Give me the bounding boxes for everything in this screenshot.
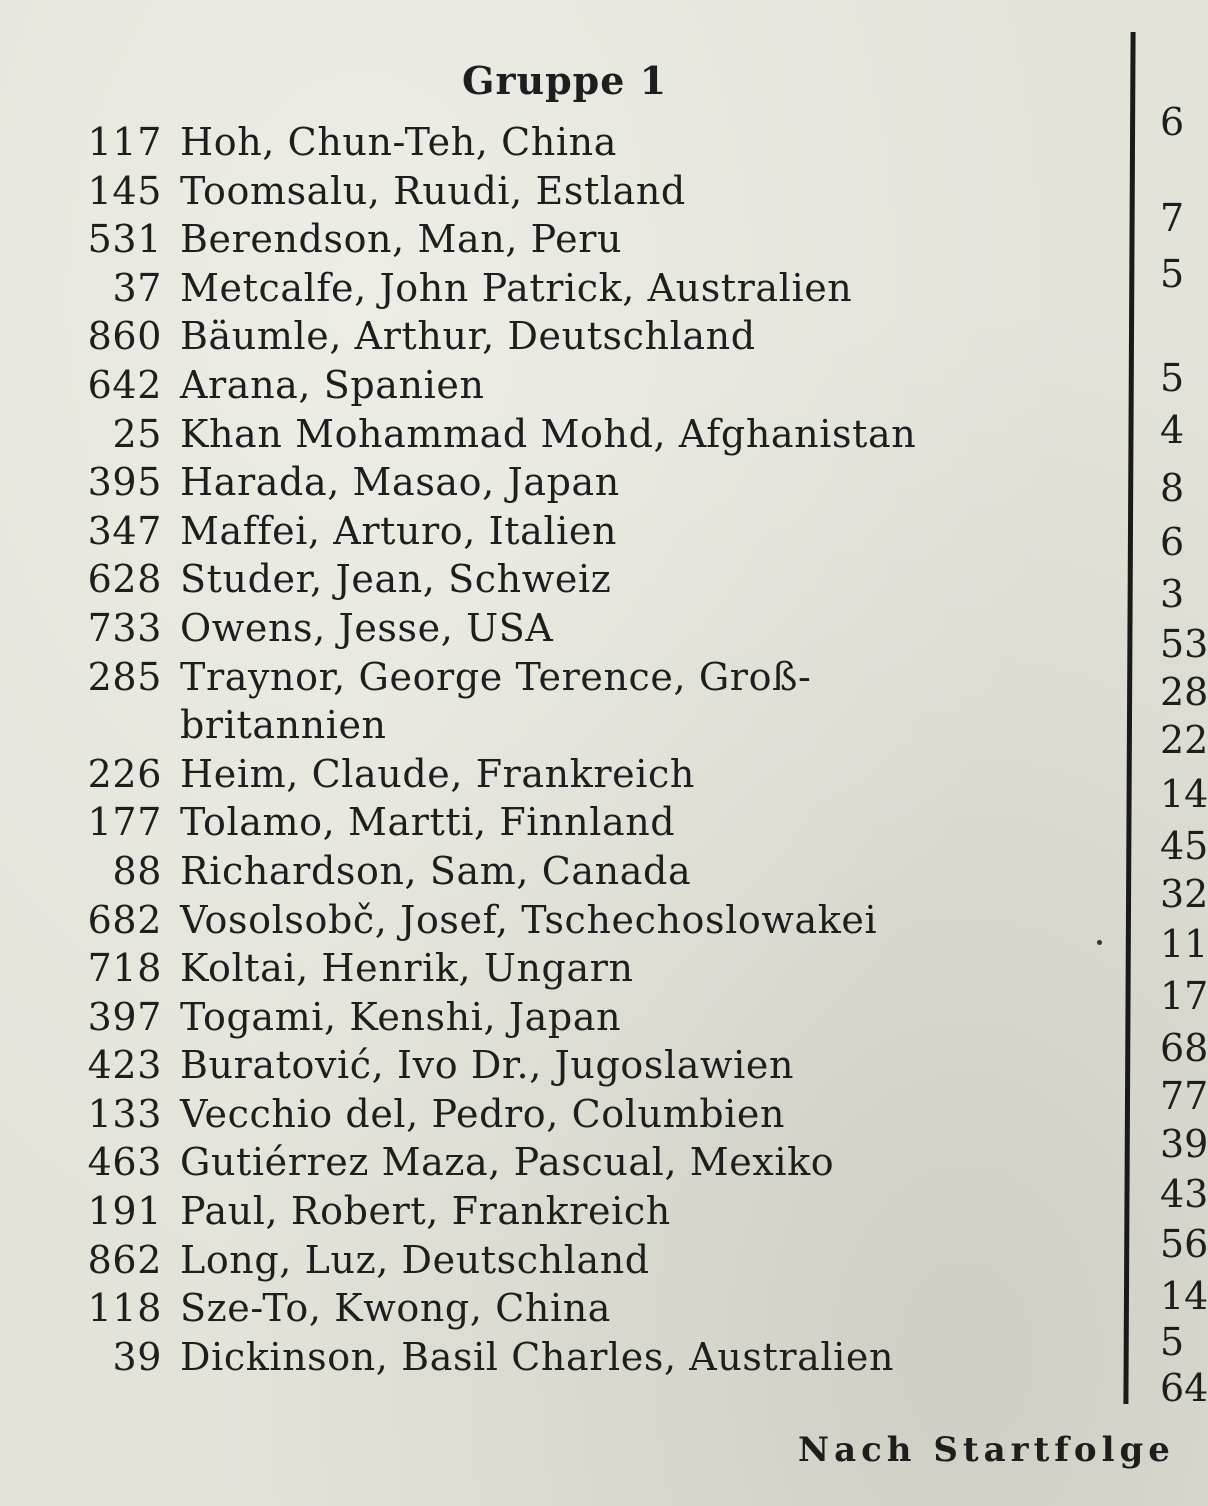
athlete-name: Sze-To, Kwong, China xyxy=(180,1286,612,1331)
athlete-name: Tolamo, Martti, Finnland xyxy=(180,800,676,845)
list-item xyxy=(40,847,1100,896)
athlete-name: Togami, Kenshi, Japan xyxy=(180,994,622,1039)
list-item xyxy=(40,653,1100,750)
start-number: 285 xyxy=(87,654,162,699)
fragment-number: 5 xyxy=(1160,356,1185,400)
list-item xyxy=(40,1187,1100,1236)
fragment-number: 22 xyxy=(1160,718,1208,762)
fragment-number: 64 xyxy=(1160,1366,1208,1410)
athlete-name: Vecchio del, Pedro, Columbien xyxy=(180,1091,786,1136)
athlete-name: Long, Luz, Deutschland xyxy=(180,1237,650,1282)
fragment-number: 77 xyxy=(1160,1074,1208,1118)
athlete-name: Owens, Jesse, USA xyxy=(180,605,554,650)
list-item xyxy=(40,118,1100,167)
list-item xyxy=(40,361,1100,410)
start-number: 628 xyxy=(87,557,162,602)
start-number: 133 xyxy=(87,1091,162,1136)
athlete-name-block xyxy=(180,653,811,750)
list-item xyxy=(40,798,1100,847)
list-item xyxy=(40,604,1100,653)
fragment-number: 7 xyxy=(1160,196,1185,240)
fragment-number: 5 xyxy=(1160,252,1185,296)
fragment-number: 56 xyxy=(1160,1222,1208,1266)
fragment-number: 43 xyxy=(1160,1172,1208,1216)
fragment-number: 68 xyxy=(1160,1026,1208,1070)
list-item xyxy=(40,944,1100,993)
fragment-number: 6 xyxy=(1160,520,1185,564)
athlete-name: Bäumle, Arthur, Deutschland xyxy=(180,314,756,359)
start-number: 88 xyxy=(112,848,162,893)
start-number: 733 xyxy=(87,605,162,650)
athlete-name: Arana, Spanien xyxy=(180,362,485,407)
fragment-number: 14 xyxy=(1160,1274,1208,1318)
list-item xyxy=(40,167,1100,216)
start-number: 395 xyxy=(87,460,162,505)
athlete-name: Studer, Jean, Schweiz xyxy=(180,557,612,602)
start-number: 718 xyxy=(87,946,162,991)
athlete-name-continuation: britannien xyxy=(180,703,387,748)
start-number: 39 xyxy=(112,1334,162,1379)
list-item xyxy=(40,750,1100,799)
fragment-number: 17 xyxy=(1160,974,1208,1018)
right-column-fragments xyxy=(1160,0,1208,1506)
list-item xyxy=(40,312,1100,361)
athlete-name: Hoh, Chun-Teh, China xyxy=(180,120,617,164)
column-divider xyxy=(1123,32,1135,1404)
list-item xyxy=(40,993,1100,1042)
athlete-name: Buratović, Ivo Dr., Jugoslawien xyxy=(180,1043,795,1088)
athlete-name: Harada, Masao, Japan xyxy=(180,460,620,505)
start-number: 177 xyxy=(87,800,162,845)
fragment-number: 5 xyxy=(1160,1320,1185,1364)
list-item xyxy=(40,1333,1100,1382)
athlete-name: Richardson, Sam, Canada xyxy=(180,848,692,893)
start-number: 37 xyxy=(112,265,162,310)
group-heading: Gruppe 1 xyxy=(462,58,668,103)
list-item xyxy=(40,1090,1100,1139)
list-item xyxy=(40,410,1100,459)
fragment-number: 11 xyxy=(1160,922,1208,966)
athlete-name: Vosolsobč, Josef, Tschechoslowakei xyxy=(180,897,878,942)
athlete-name: Toomsalu, Ruudi, Estland xyxy=(180,168,686,213)
start-number: 118 xyxy=(87,1286,162,1331)
fragment-number: 32 xyxy=(1160,872,1208,916)
list-item xyxy=(40,458,1100,507)
start-number: 226 xyxy=(87,751,162,796)
start-number: 531 xyxy=(87,217,162,262)
list-item xyxy=(40,1284,1100,1333)
fragment-number: 3 xyxy=(1160,572,1185,616)
athlete-name: Metcalfe, John Patrick, Australien xyxy=(180,265,853,310)
start-number: 145 xyxy=(87,168,162,213)
start-number: 117 xyxy=(87,120,162,164)
athlete-name: Heim, Claude, Frankreich xyxy=(180,751,695,796)
start-number: 191 xyxy=(87,1189,162,1234)
start-number: 397 xyxy=(87,994,162,1039)
list-item xyxy=(40,215,1100,264)
fragment-number: 53 xyxy=(1160,622,1208,666)
list-item xyxy=(40,1138,1100,1187)
entry-list xyxy=(40,118,1100,1381)
start-number: 862 xyxy=(87,1237,162,1282)
athlete-name: Berendson, Man, Peru xyxy=(180,217,623,262)
athlete-name: Traynor, George Terence, Groß- xyxy=(180,654,812,699)
athlete-name: Paul, Robert, Frankreich xyxy=(180,1189,671,1234)
list-item xyxy=(40,507,1100,556)
start-number: 682 xyxy=(87,897,162,942)
list-item xyxy=(40,896,1100,945)
athlete-name: Gutiérrez Maza, Pascual, Mexiko xyxy=(180,1140,835,1185)
fragment-number: 8 xyxy=(1160,466,1185,510)
start-number: 423 xyxy=(87,1043,162,1088)
athlete-name: Dickinson, Basil Charles, Australien xyxy=(180,1334,895,1379)
fragment-number: 45 xyxy=(1160,824,1208,868)
start-number: 25 xyxy=(112,411,162,456)
athlete-name: Koltai, Henrik, Ungarn xyxy=(180,946,634,991)
list-item xyxy=(40,264,1100,313)
ink-speck xyxy=(1097,940,1102,945)
start-number: 347 xyxy=(87,508,162,553)
fragment-number: 6 xyxy=(1160,100,1185,144)
fragment-number: 4 xyxy=(1160,408,1185,452)
list-item xyxy=(40,1041,1100,1090)
footer-note: Nach Startfolge xyxy=(798,1430,1175,1470)
start-number: 463 xyxy=(87,1140,162,1185)
list-item xyxy=(40,1236,1100,1285)
fragment-number: 28 xyxy=(1160,670,1208,714)
fragment-number: 39 xyxy=(1160,1122,1208,1166)
athlete-name: Maffei, Arturo, Italien xyxy=(180,508,618,553)
athlete-name: Khan Mohammad Mohd, Afghanistan xyxy=(180,411,917,456)
start-number: 642 xyxy=(87,362,162,407)
start-number: 860 xyxy=(87,314,162,359)
fragment-number: 14 xyxy=(1160,772,1208,816)
list-item xyxy=(40,555,1100,604)
